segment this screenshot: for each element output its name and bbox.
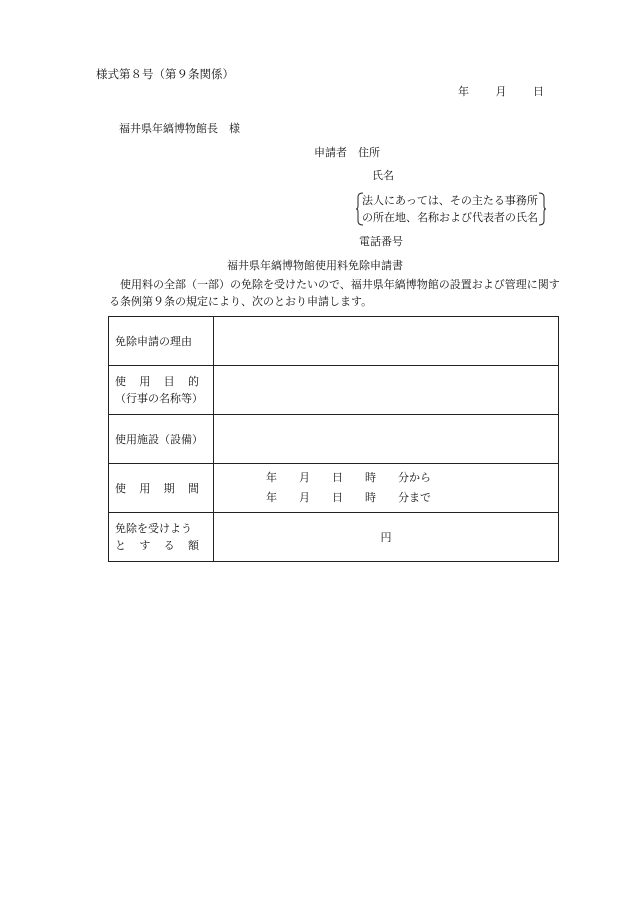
facility-field[interactable]	[214, 415, 559, 464]
application-table	[108, 316, 559, 562]
reason-field[interactable]	[214, 317, 559, 366]
applicant-address-label: 申請者 住所	[314, 146, 380, 159]
form-number: 様式第８号（第９条関係）	[96, 67, 234, 81]
applicant-name-label: 氏名	[372, 169, 394, 182]
purpose-label: 使 用 目 的 （行事の名称等）	[109, 366, 214, 415]
purpose-sub-label: （行事の名称等）	[115, 392, 203, 405]
left-bracket-icon	[356, 192, 364, 226]
date-year: 年	[458, 85, 469, 98]
date-month: 月	[495, 85, 507, 98]
reason-label: 免除申請の理由	[109, 317, 214, 366]
amount-field[interactable]	[214, 513, 559, 562]
addressee: 福井県年縞博物館長 様	[119, 122, 240, 135]
amount-unit: 円	[380, 531, 392, 544]
amount-label: 免除を受けよう と す る 額	[109, 513, 214, 562]
corporate-note	[362, 192, 538, 226]
period-from: 年 月 日 時 分から	[266, 471, 431, 484]
period-to: 年 月 日 時 分まで	[266, 491, 431, 504]
corporate-note-line2: の所在地、名称および代表者の氏名	[362, 211, 538, 224]
date-line	[458, 83, 544, 99]
facility-label: 使用施設（設備）	[109, 415, 214, 464]
table-row-amount	[109, 513, 559, 562]
corporate-note-line1: 法人にあっては、その主たる事務所	[362, 194, 538, 207]
purpose-field[interactable]	[214, 366, 559, 415]
table-row-purpose	[109, 366, 559, 415]
phone-label: 電話番号	[359, 235, 403, 248]
document-title: 福井県年縞博物館使用料免除申請書	[227, 259, 403, 272]
date-day: 日	[533, 85, 544, 98]
table-row-facility	[109, 415, 559, 464]
body-text: 使用料の全部（一部）の免除を受けたいので、福井県年縞博物館の設置および管理に関する条例第９条の規定により、次のとおり申請します。	[109, 278, 560, 308]
right-bracket-icon	[538, 192, 546, 226]
table-row-period	[109, 464, 559, 513]
period-label: 使 用 期 間	[109, 464, 214, 513]
table-row-reason	[109, 317, 559, 366]
period-field[interactable]	[214, 464, 559, 513]
